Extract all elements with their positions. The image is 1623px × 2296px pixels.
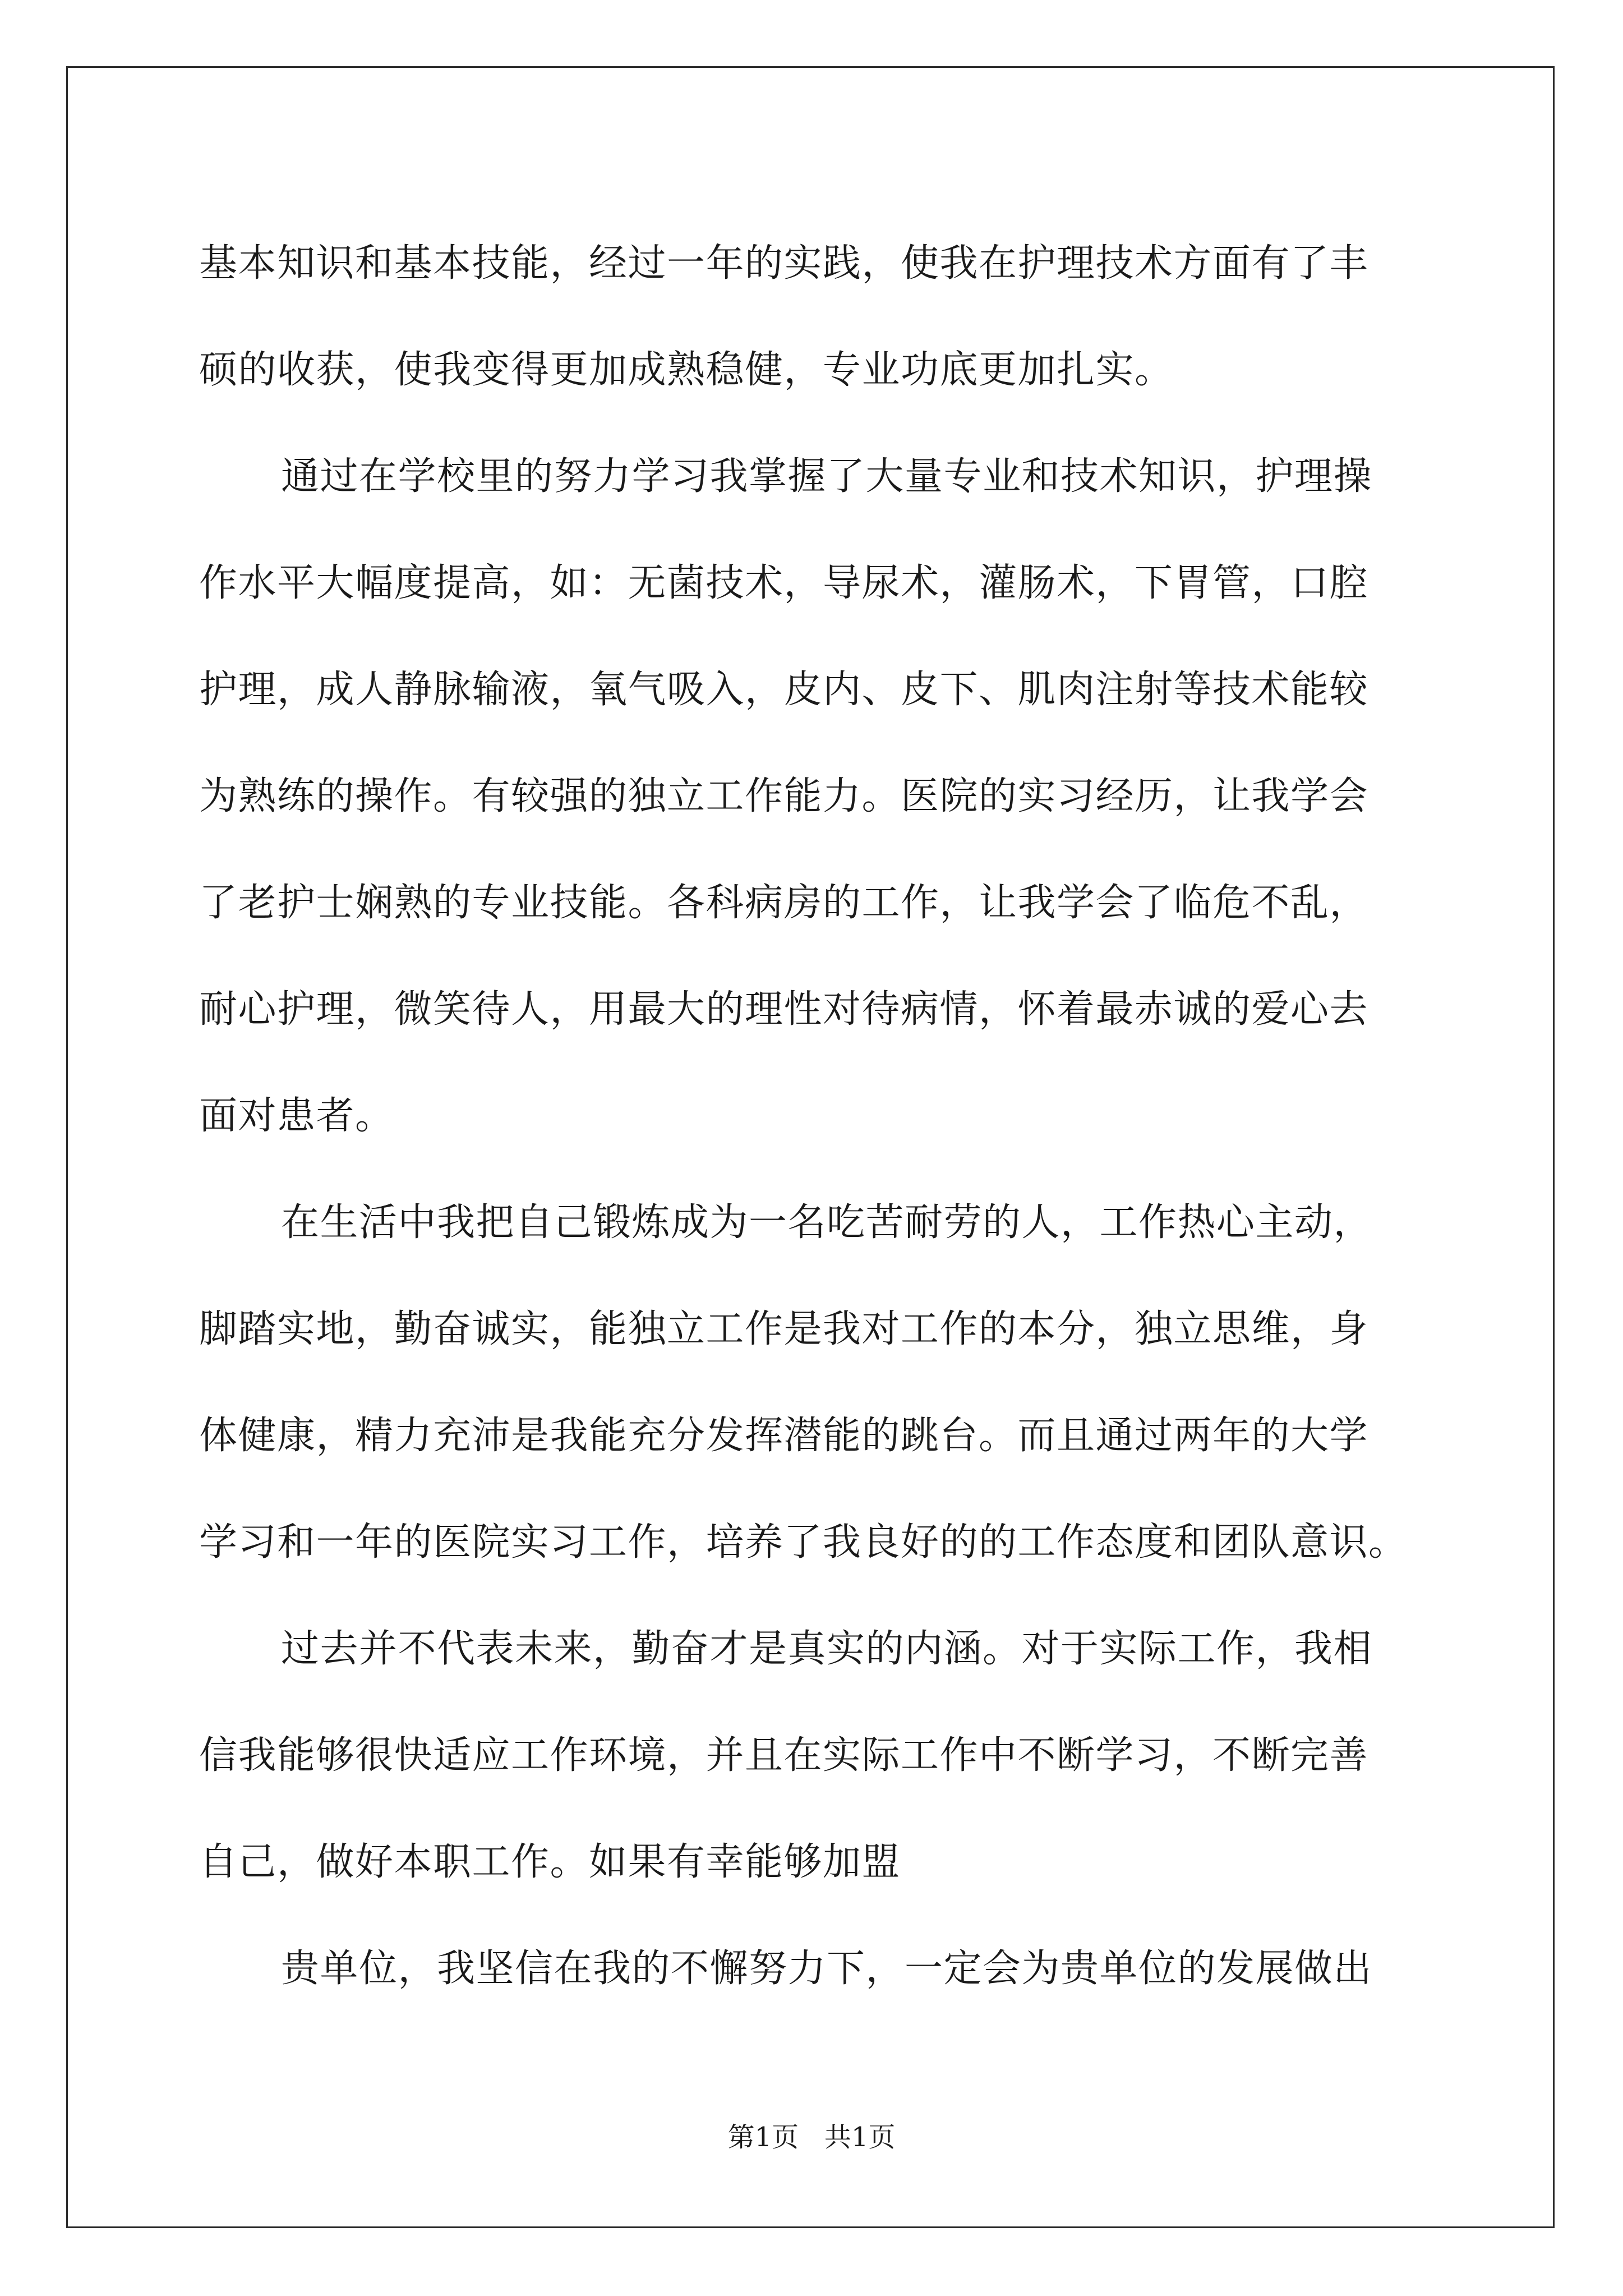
text-line-9: 面对患者。	[199, 1094, 394, 1138]
text-line-16: 自己，做好本职工作。如果有幸能够加盟	[199, 1840, 901, 1884]
text-line-5: 护理，成人静脉输液，氧气吸入，皮内、皮下、肌肉注射等技术能较	[199, 668, 1369, 712]
text-line-17: 贵单位，我坚信在我的不懈努力下，一定会为贵单位的发展做出	[281, 1947, 1373, 1991]
text-line-13: 学习和一年的医院实习工作，培养了我良好的的工作态度和团队意识。	[199, 1520, 1408, 1565]
page-footer: 第1页 共1页	[727, 2122, 896, 2153]
text-line-14: 过去并不代表未来，勤奋才是真实的内涵。对于实际工作，我相	[281, 1627, 1373, 1671]
text-line-8: 耐心护理，微笑待人，用最大的理性对待病情，怀着最赤诚的爱心去	[199, 987, 1369, 1032]
document-body	[199, 210, 1450, 2022]
text-line-15: 信我能够很快适应工作环境，并且在实际工作中不断学习，不断完善	[199, 1733, 1369, 1778]
text-line-12: 体健康，精力充沛是我能充分发挥潜能的跳台。而且通过两年的大学	[199, 1414, 1369, 1458]
text-line-6: 为熟练的操作。有较强的独立工作能力。医院的实习经历，让我学会	[199, 774, 1369, 818]
text-line-1: 基本知识和基本技能，经过一年的实践，使我在护理技术方面有了丰	[199, 241, 1369, 286]
text-line-4: 作水平大幅度提高，如：无菌技术，导尿术，灌肠术，下胃管，口腔	[199, 561, 1369, 605]
text-line-10: 在生活中我把自己锻炼成为一名吃苦耐劳的人，工作热心主动，	[281, 1200, 1373, 1245]
text-line-11: 脚踏实地，勤奋诚实，能独立工作是我对工作的本分，独立思维，身	[199, 1307, 1369, 1351]
text-line-2: 硕的收获，使我变得更加成熟稳健，专业功底更加扎实。	[199, 348, 1174, 392]
text-line-7: 了老护士娴熟的专业技能。各科病房的工作，让我学会了临危不乱，	[199, 881, 1369, 925]
text-line-3: 通过在学校里的努力学习我掌握了大量专业和技术知识，护理操	[281, 454, 1373, 499]
